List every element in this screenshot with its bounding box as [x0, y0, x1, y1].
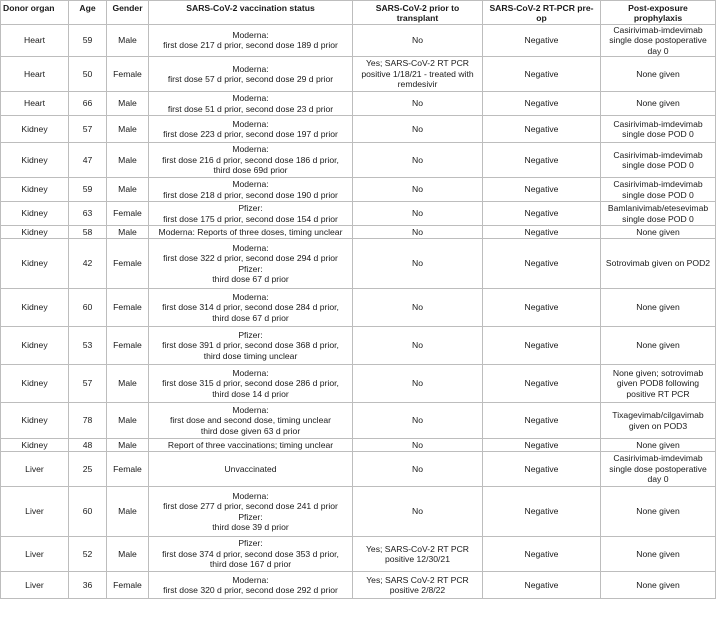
cell-donor-organ: Liver	[1, 487, 69, 537]
cell-age: 58	[69, 226, 107, 239]
cell-vaccination-status-line: first dose and second dose, timing unclear	[170, 415, 331, 426]
cell-prophylaxis	[601, 452, 716, 487]
cell-donor-organ: Kidney	[1, 202, 69, 226]
cell-rt-pcr: Negative	[483, 178, 601, 202]
cell-rt-pcr: Negative	[483, 403, 601, 439]
cell-donor-organ: Heart	[1, 24, 69, 56]
cell-prior-infection-line: No	[412, 35, 423, 46]
cell-vaccination-status-line: Moderna:	[232, 179, 269, 190]
cell-vaccination-status	[149, 116, 353, 143]
cell-gender: Male	[107, 24, 149, 56]
cell-prophylaxis	[601, 487, 716, 537]
cell-gender: Female	[107, 572, 149, 599]
cell-gender: Male	[107, 487, 149, 537]
cell-vaccination-status-line: Pfizer:	[238, 203, 263, 214]
cell-vaccination-status-line: first dose 223 d prior, second dose 197 d prior	[163, 129, 338, 140]
cell-prophylaxis-line: positive RT PCR	[626, 388, 690, 399]
cell-prior-infection	[353, 365, 483, 403]
table-row	[1, 487, 716, 537]
cell-vaccination-status-line: Moderna:	[232, 93, 269, 104]
cell-prior-infection	[353, 537, 483, 572]
table-row	[1, 289, 716, 327]
cell-prior-infection-line: positive 1/18/21 - treated with	[361, 68, 474, 79]
cell-gender: Male	[107, 143, 149, 178]
cell-vaccination-status	[149, 537, 353, 572]
cell-gender: Male	[107, 116, 149, 143]
cell-prior-infection-line: No	[412, 98, 423, 109]
cell-prophylaxis	[601, 57, 716, 92]
cell-vaccination-status	[149, 24, 353, 56]
cell-prophylaxis-line: Bamlanivimab/etesevimab	[607, 203, 709, 214]
cell-age: 60	[69, 289, 107, 327]
cell-vaccination-status-line: third dose 67 d prior	[212, 312, 289, 323]
cell-prophylaxis	[601, 24, 716, 56]
cell-vaccination-status-line: third dose 67 d prior	[212, 273, 289, 284]
cell-rt-pcr: Negative	[483, 487, 601, 537]
cell-age: 48	[69, 439, 107, 452]
cell-vaccination-status-line: first dose 322 d prior, second dose 294 d prior	[163, 253, 338, 264]
cell-vaccination-status-line: first dose 175 d prior, second dose 154 d prior	[163, 213, 338, 224]
header-row	[1, 1, 716, 25]
cell-prophylaxis	[601, 92, 716, 116]
cell-prophylaxis-line: single dose POD 0	[622, 189, 694, 200]
cell-vaccination-status	[149, 487, 353, 537]
cell-vaccination-status-line: Moderna: Reports of three doses, timing unclear	[158, 226, 343, 237]
cell-donor-organ: Kidney	[1, 365, 69, 403]
cell-prior-infection-line: No	[412, 123, 423, 134]
cell-vaccination-status-line: Moderna:	[232, 291, 269, 302]
table-row	[1, 439, 716, 452]
cell-rt-pcr: Negative	[483, 289, 601, 327]
cell-vaccination-status	[149, 92, 353, 116]
cell-prophylaxis	[601, 143, 716, 178]
cell-prophylaxis	[601, 289, 716, 327]
cell-vaccination-status-line: first dose 57 d prior, second dose 29 d prior	[167, 74, 334, 85]
cell-age: 60	[69, 487, 107, 537]
header-gender: Gender	[107, 1, 149, 25]
cell-prior-infection-line: No	[412, 506, 423, 517]
cell-age: 36	[69, 572, 107, 599]
header-age: Age	[69, 1, 107, 25]
cell-rt-pcr: Negative	[483, 439, 601, 452]
cell-vaccination-status	[149, 439, 353, 452]
cell-gender: Male	[107, 365, 149, 403]
cell-prophylaxis-line: Casirivimab-imdevimab	[613, 118, 703, 129]
cell-prior-infection	[353, 116, 483, 143]
cell-gender: Female	[107, 289, 149, 327]
cell-prophylaxis-line: None given	[636, 439, 680, 450]
cell-vaccination-status-line: Moderna:	[232, 574, 269, 585]
cell-vaccination-status-line: third dose 14 d prior	[212, 388, 289, 399]
cell-donor-organ: Kidney	[1, 403, 69, 439]
header-donor-organ: Donor organ	[1, 1, 69, 25]
cell-prophylaxis-line: Casirivimab-imdevimab	[613, 453, 703, 464]
cell-prophylaxis-line: single dose postoperative	[609, 35, 707, 46]
cell-prophylaxis-line: None given	[636, 68, 680, 79]
table-row	[1, 365, 716, 403]
cell-prophylaxis-line: given on POD3	[628, 420, 688, 431]
cell-gender: Female	[107, 239, 149, 289]
cell-age: 63	[69, 202, 107, 226]
cell-prior-infection-line: No	[412, 184, 423, 195]
cell-donor-organ: Liver	[1, 572, 69, 599]
cell-age: 59	[69, 24, 107, 56]
table-row	[1, 239, 716, 289]
cell-vaccination-status-line: Moderna:	[232, 242, 269, 253]
cell-prior-infection-line: No	[412, 415, 423, 426]
cell-gender: Female	[107, 202, 149, 226]
cell-donor-organ: Kidney	[1, 178, 69, 202]
cell-age: 47	[69, 143, 107, 178]
cell-prior-infection	[353, 92, 483, 116]
cell-age: 42	[69, 239, 107, 289]
cell-gender: Male	[107, 178, 149, 202]
cell-gender: Male	[107, 403, 149, 439]
cell-prior-infection	[353, 178, 483, 202]
cell-age: 78	[69, 403, 107, 439]
table-row	[1, 92, 716, 116]
cell-prophylaxis	[601, 116, 716, 143]
table-row	[1, 143, 716, 178]
cell-gender: Male	[107, 537, 149, 572]
cell-vaccination-status-line: third dose 167 d prior	[209, 559, 292, 570]
cell-donor-organ: Kidney	[1, 439, 69, 452]
cell-prophylaxis-line: Tixagevimab/cilgavimab	[612, 410, 704, 421]
cell-vaccination-status-line: first dose 314 d prior, second dose 284 d prior,	[162, 302, 339, 313]
cell-prophylaxis	[601, 202, 716, 226]
cell-prior-infection-line: No	[412, 439, 423, 450]
cell-vaccination-status-line: first dose 218 d prior, second dose 190 d prior	[163, 189, 338, 200]
cell-prophylaxis	[601, 439, 716, 452]
cell-prophylaxis-line: Casirivimab-imdevimab	[613, 179, 703, 190]
cell-prior-infection-line: No	[412, 258, 423, 269]
cell-vaccination-status	[149, 289, 353, 327]
cell-vaccination-status-line: first dose 320 d prior, second dose 292 d prior	[163, 585, 338, 596]
cell-prophylaxis-line: single dose POD 0	[622, 160, 694, 171]
cell-gender: Female	[107, 327, 149, 365]
cell-prior-infection-line: No	[412, 226, 423, 237]
cell-rt-pcr: Negative	[483, 537, 601, 572]
cell-vaccination-status	[149, 403, 353, 439]
cell-prophylaxis	[601, 403, 716, 439]
cell-rt-pcr: Negative	[483, 92, 601, 116]
cell-rt-pcr: Negative	[483, 143, 601, 178]
header-vaccination-status: SARS-CoV-2 vaccination status	[149, 1, 353, 25]
cell-donor-organ: Heart	[1, 57, 69, 92]
cell-age: 59	[69, 178, 107, 202]
cell-prior-infection	[353, 452, 483, 487]
cell-prior-infection-line: No	[412, 302, 423, 313]
cell-rt-pcr: Negative	[483, 24, 601, 56]
table-row	[1, 226, 716, 239]
header-prior-infection: SARS-CoV-2 prior to transplant	[353, 1, 483, 25]
cell-age: 57	[69, 116, 107, 143]
header-prophylaxis: Post-exposure prophylaxis	[601, 1, 716, 25]
table-row	[1, 202, 716, 226]
cell-donor-organ: Heart	[1, 92, 69, 116]
cell-vaccination-status	[149, 226, 353, 239]
table-row	[1, 572, 716, 599]
cell-prior-infection	[353, 57, 483, 92]
cell-vaccination-status-line: first dose 216 d prior, second dose 186 d prior,	[162, 154, 339, 165]
cell-prophylaxis	[601, 239, 716, 289]
cell-donor-organ: Kidney	[1, 239, 69, 289]
cell-prior-infection-line: No	[412, 208, 423, 219]
cell-rt-pcr: Negative	[483, 452, 601, 487]
cell-vaccination-status-line: first dose 315 d prior, second dose 286 d prior,	[162, 378, 339, 389]
cell-prior-infection-line: No	[412, 154, 423, 165]
cell-prophylaxis-line: given POD8 following	[616, 378, 700, 389]
cell-prior-infection	[353, 202, 483, 226]
cell-prior-infection	[353, 403, 483, 439]
cell-prophylaxis-line: None given	[636, 579, 680, 590]
table-row	[1, 537, 716, 572]
table-row	[1, 452, 716, 487]
cell-prophylaxis-line: None given	[636, 506, 680, 517]
table-row	[1, 327, 716, 365]
cell-prophylaxis-line: single dose postoperative	[609, 463, 707, 474]
cell-prior-infection	[353, 289, 483, 327]
cell-vaccination-status-line: Moderna:	[232, 63, 269, 74]
cell-rt-pcr: Negative	[483, 327, 601, 365]
cell-vaccination-status-line: third dose timing unclear	[203, 350, 298, 361]
cell-prior-infection	[353, 439, 483, 452]
cell-vaccination-status-line: Pfizer:	[238, 511, 263, 522]
cell-prior-infection-line: Yes; SARS-CoV-2 RT PCR	[365, 543, 469, 554]
cell-prior-infection-line: remdesivir	[397, 79, 438, 90]
cell-donor-organ: Kidney	[1, 143, 69, 178]
cell-vaccination-status	[149, 572, 353, 599]
table-row	[1, 403, 716, 439]
cell-vaccination-status-line: Moderna:	[232, 404, 269, 415]
cell-prior-infection-line: positive 12/30/21	[385, 554, 450, 565]
cell-prophylaxis-line: single dose POD 0	[622, 213, 694, 224]
cell-vaccination-status-line: Report of three vaccinations; timing unclear	[167, 439, 334, 450]
cell-prior-infection	[353, 24, 483, 56]
cell-vaccination-status-line: first dose 374 d prior, second dose 353 d prior,	[162, 548, 339, 559]
cell-prophylaxis	[601, 572, 716, 599]
cell-donor-organ: Kidney	[1, 289, 69, 327]
cell-prior-infection	[353, 226, 483, 239]
cell-donor-organ: Kidney	[1, 327, 69, 365]
cell-prophylaxis-line: None given	[636, 340, 680, 351]
cell-vaccination-status	[149, 452, 353, 487]
cell-vaccination-status-line: Moderna:	[232, 30, 269, 41]
cell-vaccination-status-line: Pfizer:	[238, 538, 263, 549]
cell-gender: Male	[107, 439, 149, 452]
cell-vaccination-status	[149, 178, 353, 202]
table-row	[1, 178, 716, 202]
cell-age: 52	[69, 537, 107, 572]
cell-donor-organ: Liver	[1, 452, 69, 487]
cell-gender: Female	[107, 452, 149, 487]
cell-vaccination-status-line: third dose 69d prior	[213, 165, 288, 176]
cell-rt-pcr: Negative	[483, 57, 601, 92]
cell-prophylaxis-line: Casirivimab-imdevimab	[613, 24, 703, 35]
cell-prior-infection-line: No	[412, 378, 423, 389]
cell-rt-pcr: Negative	[483, 226, 601, 239]
cell-age: 57	[69, 365, 107, 403]
cell-rt-pcr: Negative	[483, 202, 601, 226]
cell-vaccination-status	[149, 365, 353, 403]
cell-prophylaxis	[601, 178, 716, 202]
cell-prior-infection-line: positive 2/8/22	[389, 585, 446, 596]
table-body	[1, 24, 716, 598]
cell-prior-infection-line: Yes; SARS-CoV-2 RT PCR	[365, 58, 469, 69]
cell-prior-infection	[353, 572, 483, 599]
header-rt-pcr: SARS-CoV-2 RT-PCR pre-op	[483, 1, 601, 25]
table-row	[1, 116, 716, 143]
cell-vaccination-status-line: Moderna:	[232, 490, 269, 501]
cell-prior-infection	[353, 327, 483, 365]
table-row	[1, 57, 716, 92]
cell-vaccination-status	[149, 327, 353, 365]
cell-prophylaxis	[601, 226, 716, 239]
cell-rt-pcr: Negative	[483, 239, 601, 289]
cell-prophylaxis-line: None given	[636, 226, 680, 237]
cell-prior-infection	[353, 487, 483, 537]
cell-donor-organ: Kidney	[1, 226, 69, 239]
cell-vaccination-status-line: Pfizer:	[238, 329, 263, 340]
cell-vaccination-status	[149, 202, 353, 226]
cell-prior-infection-line: Yes; SARS CoV-2 RT PCR	[366, 574, 469, 585]
cell-vaccination-status-line: Moderna:	[232, 367, 269, 378]
cell-prophylaxis-line: None given; sotrovimab	[612, 367, 704, 378]
cell-prophylaxis	[601, 365, 716, 403]
cell-rt-pcr: Negative	[483, 116, 601, 143]
cell-rt-pcr: Negative	[483, 572, 601, 599]
cell-prophylaxis	[601, 537, 716, 572]
cell-prophylaxis-line: None given	[636, 302, 680, 313]
cell-donor-organ: Liver	[1, 537, 69, 572]
cell-prior-infection-line: No	[412, 463, 423, 474]
cell-vaccination-status-line: first dose 277 d prior, second dose 241 d prior	[163, 501, 338, 512]
cell-prior-infection	[353, 239, 483, 289]
cell-prophylaxis-line: None given	[636, 98, 680, 109]
cell-prophylaxis-line: single dose POD 0	[622, 129, 694, 140]
cell-vaccination-status-line: first dose 217 d prior, second dose 189 d prior	[163, 40, 338, 51]
cell-vaccination-status	[149, 143, 353, 178]
cell-age: 25	[69, 452, 107, 487]
cell-vaccination-status-line: Pfizer:	[238, 263, 263, 274]
cell-vaccination-status-line: first dose 391 d prior, second dose 368 d prior,	[162, 340, 339, 351]
cell-prior-infection	[353, 143, 483, 178]
cell-prior-infection-line: No	[412, 340, 423, 351]
cell-vaccination-status-line: third dose given 63 d prior	[200, 425, 301, 436]
cell-rt-pcr: Negative	[483, 365, 601, 403]
cell-vaccination-status	[149, 57, 353, 92]
cell-vaccination-status-line: first dose 51 d prior, second dose 23 d prior	[167, 103, 334, 114]
cell-age: 50	[69, 57, 107, 92]
cell-prophylaxis-line: Sotrovimab given on POD2	[605, 258, 711, 269]
cell-age: 53	[69, 327, 107, 365]
table-row	[1, 24, 716, 56]
cell-vaccination-status-line: Unvaccinated	[224, 463, 277, 474]
cell-age: 66	[69, 92, 107, 116]
cell-vaccination-status-line: Moderna:	[232, 118, 269, 129]
cell-prophylaxis-line: Casirivimab-imdevimab	[613, 149, 703, 160]
cell-gender: Male	[107, 226, 149, 239]
cell-donor-organ: Kidney	[1, 116, 69, 143]
cell-prophylaxis-line: None given	[636, 548, 680, 559]
cell-vaccination-status-line: Moderna:	[232, 144, 269, 155]
cell-prophylaxis	[601, 327, 716, 365]
cell-gender: Male	[107, 92, 149, 116]
cell-vaccination-status	[149, 239, 353, 289]
cell-prophylaxis-line: day 0	[647, 45, 669, 56]
cell-prophylaxis-line: day 0	[647, 474, 669, 485]
cell-vaccination-status-line: third dose 39 d prior	[212, 521, 289, 532]
cell-gender: Female	[107, 57, 149, 92]
